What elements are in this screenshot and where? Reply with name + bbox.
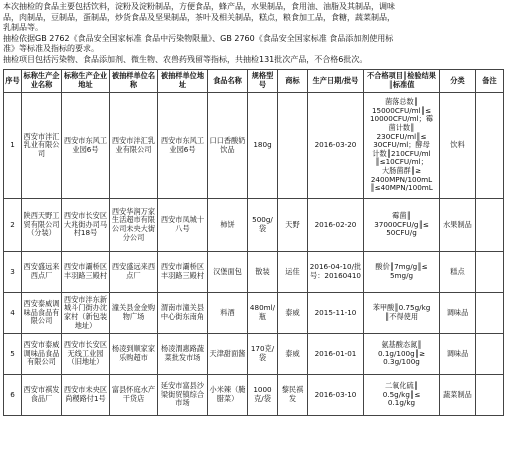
failed-item-result	[364, 293, 440, 334]
header-cell: 备注	[476, 70, 504, 93]
result-line: ║≤10CFU/ml；	[375, 157, 428, 167]
intro-line: 乳制品等。	[3, 23, 43, 32]
row-number: 2	[4, 199, 22, 252]
category: 饮料	[440, 93, 476, 199]
result-line: 计数║210CFU/ml	[372, 148, 431, 158]
food-name: 口口香酸奶饮品	[208, 93, 248, 199]
header-cell: 不合格项目║检验结果║标准值	[364, 70, 440, 93]
intro-line: 准》等标准及指标的要求。	[3, 44, 99, 53]
result-line: 0.3g/100g	[383, 357, 420, 367]
result-line: ║≤40MPN/100mL	[370, 183, 433, 193]
result-line: 0.5g/kg║≤	[382, 389, 421, 399]
intro-line: 品，肉制品，豆制品，蛋制品，炒货食品及坚果制品，茶叶及相关制品，糕点，粮食加工品，食糖，蔬菜制品，	[3, 12, 395, 22]
table-row	[4, 334, 504, 375]
production-date: 2016-03-10	[308, 375, 364, 416]
header-cell: 标称生产企业名称	[22, 70, 62, 93]
sampled-address: 西安市凤城十八号	[158, 199, 208, 252]
category: 调味品	[440, 293, 476, 334]
result-line: 30CFU/ml；酵母	[373, 140, 430, 150]
production-date: 2015-11-10	[308, 293, 364, 334]
result-line: 37000CFU/g║≤	[374, 219, 429, 229]
result-line: 230CFU/ml║≤	[376, 131, 427, 141]
sampled-address: 西安市灞桥区丰羽路三殿村	[158, 252, 208, 293]
row-number: 3	[4, 252, 22, 293]
brand: 黎民祺发	[278, 375, 308, 416]
food-name: 天津甜面酱	[208, 334, 248, 375]
maker-name: 西安市祺发食品厂	[22, 375, 62, 416]
sampled-unit: 杨凌到顺家家乐购超市	[110, 334, 158, 375]
table-row	[4, 199, 504, 252]
food-name: 汉堡面包	[208, 252, 248, 293]
spec: 1000克/袋	[248, 375, 278, 416]
sampled-unit: 富县怀庭水产干货店	[110, 375, 158, 416]
category: 水果制品	[440, 199, 476, 252]
header-cell: 被抽样单位地址	[158, 70, 208, 93]
note	[476, 375, 504, 416]
sampled-unit: 西安盛远来西点厂	[110, 252, 158, 293]
table-row	[4, 252, 504, 293]
maker-name: 陕西天野工贸有限公司（分装）	[22, 199, 62, 252]
note	[476, 334, 504, 375]
category: 调味品	[440, 334, 476, 375]
spec: 480ml/瓶	[248, 293, 278, 334]
result-line: 酸价║7mg/g║≤	[375, 262, 428, 272]
note	[476, 252, 504, 293]
table-row	[4, 375, 504, 416]
maker-name: 西安市沣汇乳业有限公司	[22, 93, 62, 199]
result-line: 菌计数║	[388, 123, 415, 133]
maker-address: 西安市长安区大兆街办司马村18号	[62, 199, 110, 252]
production-date: 2016-04-10/批号：20160410	[308, 252, 364, 293]
food-name: 料酒	[208, 293, 248, 334]
result-line: 苯甲酸║0.75g/kg	[372, 303, 431, 313]
maker-address: 西安市东风工业园6号	[62, 93, 110, 199]
failed-item-result	[364, 93, 440, 199]
intro-line: 本次抽检的食品主要包括饮料，淀粉及淀粉制品，方便食品，蜂产品，水果制品，食用油、油脂及其制品，调味	[3, 2, 395, 11]
brand: 运佳	[278, 252, 308, 293]
maker-address: 西安市未央区尚稷路付1号	[62, 375, 110, 416]
intro-line: 抽检依据GB 2762《食品安全国家标准 食品中污染物限量》、GB 2760《食品安全国家标准 食品添加剂使用标	[3, 33, 394, 43]
sampled-address: 西安市东风工业园6号	[158, 93, 208, 199]
header-cell: 生产日期/批号	[308, 70, 364, 93]
table-row	[4, 293, 504, 334]
header-cell: 被抽样单位名称	[110, 70, 158, 93]
sampled-address: 延安市富县沙梁街贸镇综合市场	[158, 375, 208, 416]
maker-address: 西安市长安区无线工业园（旧地址）	[62, 334, 110, 375]
brand: 泰威	[278, 293, 308, 334]
maker-address: 西安市灞桥区丰羽路三殿村	[62, 252, 110, 293]
header-cell: 序号	[4, 70, 22, 93]
inspection-results-table	[3, 69, 504, 416]
production-date: 2016-01-01	[308, 334, 364, 375]
result-line: 5mg/g	[389, 271, 414, 280]
sampled-address: 渭南市潼关县中心街东南角	[158, 293, 208, 334]
result-line: 2400MPN/100mL	[370, 174, 433, 184]
production-date: 2016-02-20	[308, 199, 364, 252]
table-header-row	[4, 70, 504, 93]
result-line: ║不得使用	[384, 312, 419, 321]
category: 蔬菜制品	[440, 375, 476, 416]
failed-item-result	[364, 375, 440, 416]
row-number: 4	[4, 293, 22, 334]
brand: 天野	[278, 199, 308, 252]
failed-item-result	[364, 199, 440, 252]
result-line: 50CFU/g	[386, 228, 417, 238]
brand: 泰威	[278, 334, 308, 375]
note	[476, 93, 504, 199]
row-number: 1	[4, 93, 22, 199]
header-cell: 食品名称	[208, 70, 248, 93]
intro-text	[3, 2, 503, 65]
production-date: 2016-03-20	[308, 93, 364, 199]
header-cell: 商标	[278, 70, 308, 93]
intro-line: 抽检项目包括污染物、食品添加剂、微生物、农兽药残留等指标，共抽检131批次产品，不合格6批次。	[3, 54, 368, 64]
result-line: 二氧化硫║	[384, 381, 419, 391]
result-line: 菌落总数║	[384, 97, 419, 107]
maker-name: 西安市泰威调味品食品有限公司	[22, 334, 62, 375]
sampled-unit: 西安华润万家生活超市有限公司未央大街分公司	[110, 199, 158, 252]
result-line: 氨基酸态氮║	[381, 340, 422, 350]
header-cell: 标称生产企业地址	[62, 70, 110, 93]
row-number: 5	[4, 334, 22, 375]
spec: 170克/袋	[248, 334, 278, 375]
maker-name: 西安盛远来西点厂	[22, 252, 62, 293]
maker-address: 西安市沣东新城斗门街办沈家村（新包装地址）	[62, 293, 110, 334]
result-line: 大肠菌群║≥	[381, 165, 422, 175]
result-line: 0.1g/kg	[387, 398, 416, 408]
note	[476, 199, 504, 252]
sampled-unit: 西安市沣汇乳业有限公司	[110, 93, 158, 199]
spec: 180g	[248, 93, 278, 199]
sampled-unit: 潼关县金金购物广场	[110, 293, 158, 334]
result-line: 10000CFU/ml；霉	[369, 114, 434, 124]
header-cell: 分类	[440, 70, 476, 93]
food-name: 柿饼	[208, 199, 248, 252]
row-number: 6	[4, 375, 22, 416]
category: 糕点	[440, 252, 476, 293]
result-line: 霉菌║	[392, 211, 411, 221]
spec: 散装	[248, 252, 278, 293]
table-row	[4, 93, 504, 199]
maker-name: 西安泰威调味品食品有限公司	[22, 293, 62, 334]
failed-item-result	[364, 334, 440, 375]
spec: 500g/袋	[248, 199, 278, 252]
brand	[278, 93, 308, 199]
result-line: 0.1g/100g║≥	[377, 348, 426, 358]
sampled-address: 杨凌渭惠路蔬菜批发市场	[158, 334, 208, 375]
note	[476, 293, 504, 334]
header-cell: 规格型号	[248, 70, 278, 93]
failed-item-result	[364, 252, 440, 293]
result-line: 15000CFU/ml║≤	[371, 105, 432, 115]
food-name: 小米辣（腌腊菜）	[208, 375, 248, 416]
